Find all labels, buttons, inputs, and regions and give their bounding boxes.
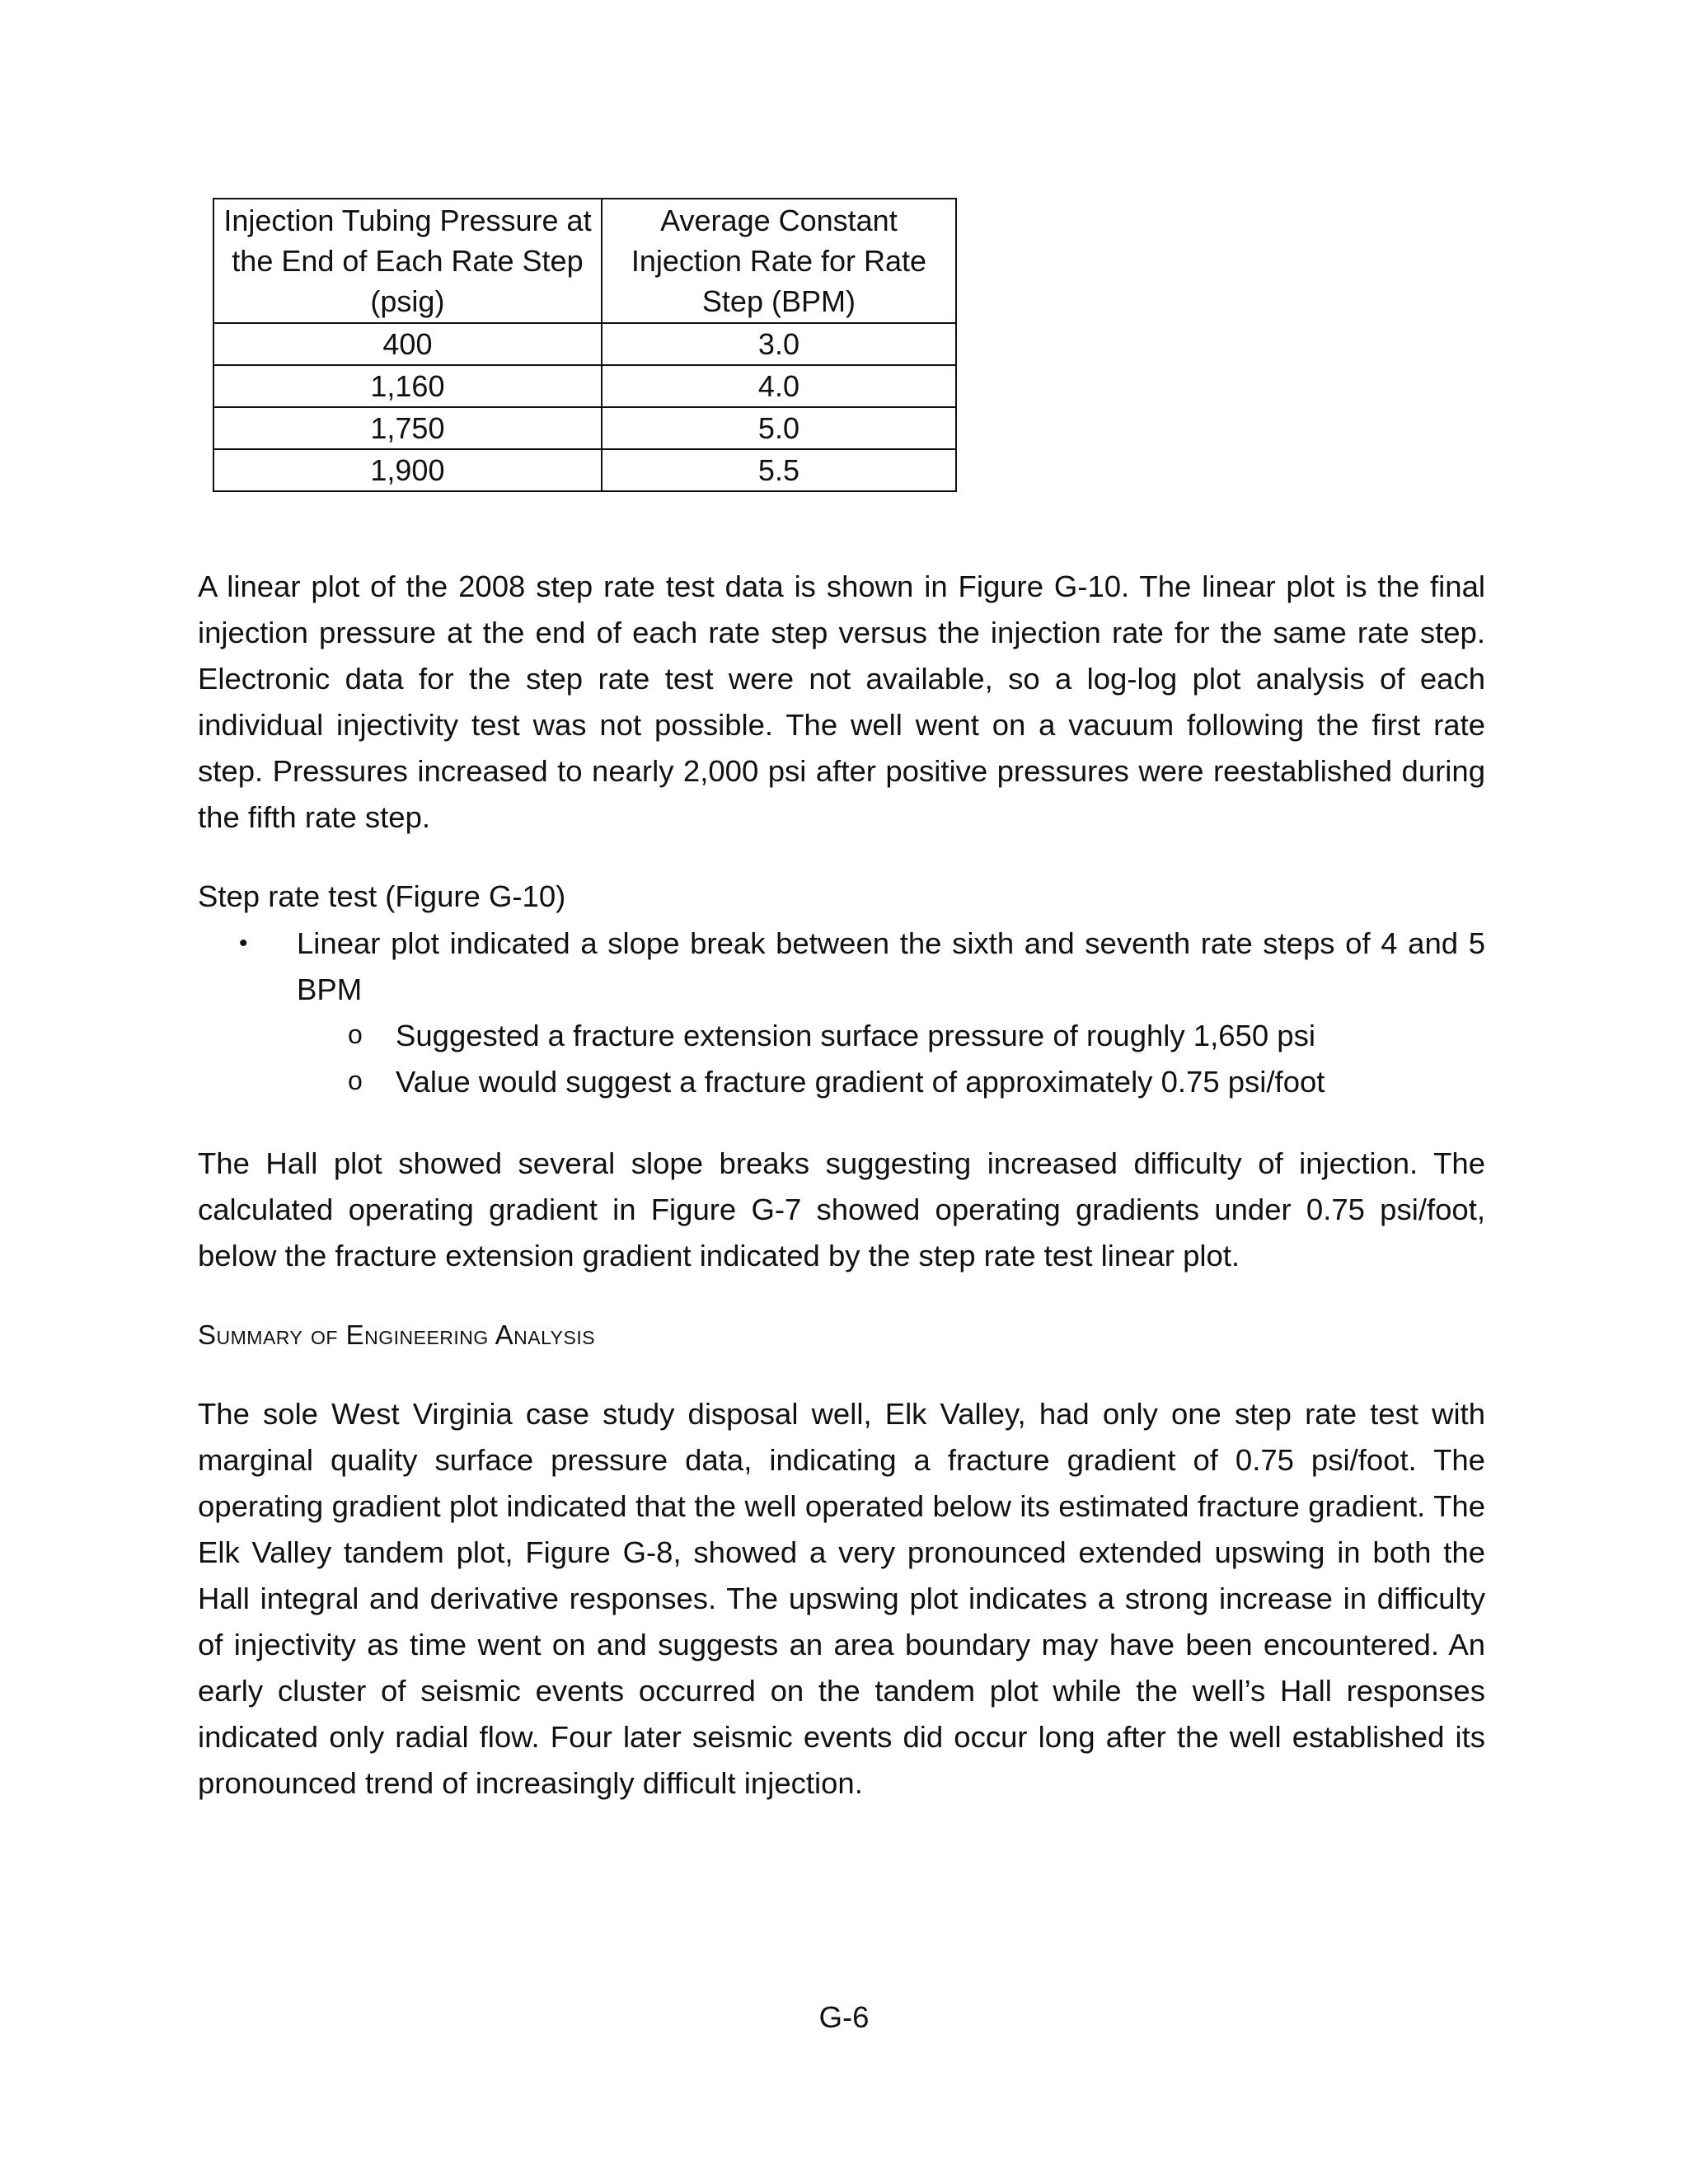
table-cell-rate: 5.0 [602,407,956,449]
table-row [213,449,956,491]
step-rate-table [213,198,957,492]
column-header-rate: Average Constant Injection Rate for Rate Step (BPM) [602,199,956,323]
bullet-marker-icon: • [239,930,248,957]
table-cell-rate: 5.5 [602,449,956,491]
section-heading: Summary of Engineering Analysis [198,1319,596,1350]
bullet-text: Linear plot indicated a slope break between the sixth and seventh rate steps of 4 and 5 BPM [297,926,1485,1006]
table-cell-pressure: 1,750 [213,407,602,449]
table-row [213,323,956,365]
sub-bullet-item [198,1013,1485,1059]
paragraph-linear-plot: A linear plot of the 2008 step rate test data is shown in Figure G-10. The linear plot is the final injection pressure at the end of each rate step versus the injection rate for the same rate step. Electronic data for the step rate test were not available, so a log-log plot analysis of each individual injectivity test was not possible. The well went on a vacuum following the first rate step. Pressures increased to nearly 2,000 psi after positive pressures were reestablished during the fifth rate step. [198,569,1485,834]
paragraph-hall-plot: The Hall plot showed several slope breaks suggesting increased difficulty of injection. The calculated operating gradient in Figure G-7 showed operating gradients under 0.75 psi/foot, below the fracture extension gradient indicated by the step rate test linear plot. [198,1146,1485,1272]
table-cell-rate: 3.0 [602,323,956,365]
column-header-pressure: Injection Tubing Pressure at the End of Each Rate Step (psig) [213,199,602,323]
table-row [213,365,956,407]
table-row [213,407,956,449]
sub-bullet-text: Suggested a fracture extension surface pressure of roughly 1,650 psi [396,1019,1315,1052]
table-cell-pressure: 1,160 [213,365,602,407]
table-header-row [213,199,956,323]
sub-bullet-text: Value would suggest a fracture gradient of approximately 0.75 psi/foot [396,1065,1325,1099]
step-rate-heading: Step rate test (Figure G-10) [198,879,566,913]
table-cell-pressure: 1,900 [213,449,602,491]
table-cell-rate: 4.0 [602,365,956,407]
bullet-item [198,921,1485,1013]
page-number: G-6 [818,2000,870,2034]
sub-bullet-item [198,1059,1485,1105]
paragraph-summary: The sole West Virginia case study disposal well, Elk Valley, had only one step rate test with marginal quality surface pressure data, indicating a fracture gradient of 0.75 psi/foot. The operating gradient plot indicated that the well operated below its estimated fracture gradient. The Elk Valley tandem plot, Figure G-8, showed a very pronounced extended upswing in both the Hall integral and derivative responses. The upswing plot indicates a strong increase in difficulty of injectivity as time went on and suggests an area boundary may have been encountered. An early cluster of seismic events occurred on the tandem plot while the well’s Hall responses indicated only radial flow. Four later seismic events did occur long after the well established its pronounced trend of increasingly difficult injection. [198,1397,1485,1800]
sub-bullet-marker-icon: o [348,1066,363,1095]
table-cell-pressure: 400 [213,323,602,365]
sub-bullet-marker-icon: o [348,1019,363,1049]
